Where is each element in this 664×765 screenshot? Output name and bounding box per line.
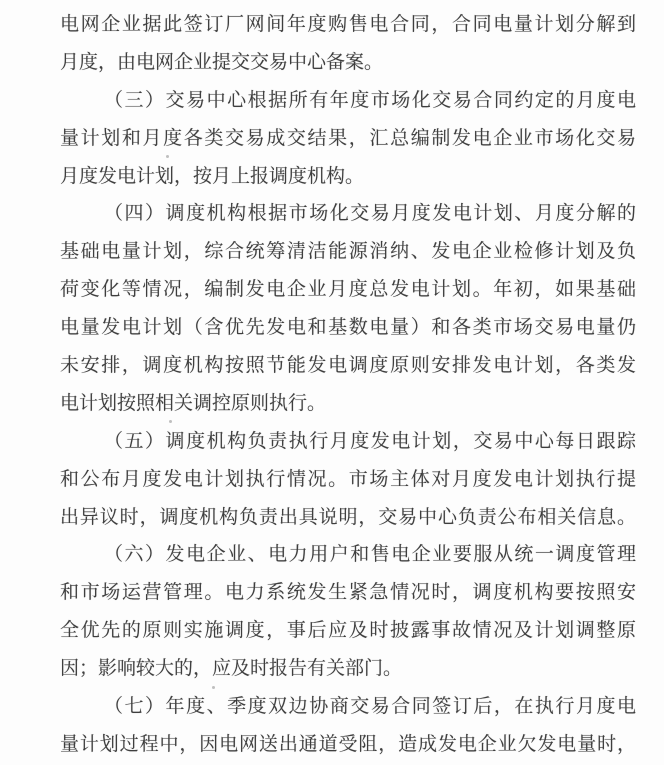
- text-line: 电网企业据此签订厂网间年度购售电合同，合同电量计划分解到: [60, 13, 636, 35]
- text-line: 电量发电计划（含优先发电和基数电量）和各类市场交易电量仍: [60, 316, 636, 339]
- text-line: 出异议时，调度机构负责出具说明，交易中心负责公布相关信息。: [60, 505, 636, 528]
- text-line: 量计划过程中，因电网送出通道受阻，造成发电企业欠发电量时，: [60, 732, 636, 755]
- text-line: 全优先的原则实施调度，事后应及时披露事故情况及计划调整原: [60, 619, 636, 642]
- text-line: 电计划按照相关调控原则执行。: [60, 391, 327, 414]
- text-line: 和市场运营管理。电力系统发生紧急情况时，调度机构要按照安: [60, 581, 636, 604]
- text-line-section-7: （七）年度、季度双边协商交易合同签订后，在执行月度电: [104, 695, 636, 718]
- text-line-section-3: （三）交易中心根据所有年度市场化交易合同约定的月度电: [104, 88, 636, 111]
- text-line-section-4: （四）调度机构根据市场化交易月度发电计划、月度分解的: [104, 202, 636, 225]
- text-line: 月度发电计划，按月上报调度机构。: [60, 164, 365, 187]
- text-line-section-6: （六）发电企业、电力用户和售电企业要服从统一调度管理: [104, 543, 636, 566]
- text-line-section-5: （五）调度机构负责执行月度发电计划，交易中心每日跟踪: [104, 429, 636, 452]
- text-line: 未安排，调度机构按照节能发电调度原则安排发电计划，各类发: [60, 354, 636, 377]
- text-line: 量计划和月度各类交易成交结果，汇总编制发电企业市场化交易: [60, 126, 636, 149]
- text-line: 基础电量计划，综合统筹清洁能源消纳、发电企业检修计划及负: [60, 240, 636, 263]
- text-line: 因；影响较大的，应及时报告有关部门。: [60, 657, 403, 680]
- scan-speck: [169, 420, 172, 423]
- scan-speck: [166, 155, 169, 158]
- text-line: 月度，由电网企业提交交易中心备案。: [60, 50, 384, 73]
- text-line: 荷变化等情况，编制发电企业月度总发电计划。年初，如果基础: [60, 278, 636, 301]
- document-text-block: [60, 6, 636, 764]
- scan-speck: [212, 686, 215, 689]
- text-line: 和公布月度发电计划执行情况。市场主体对月度发电计划执行提: [60, 467, 636, 490]
